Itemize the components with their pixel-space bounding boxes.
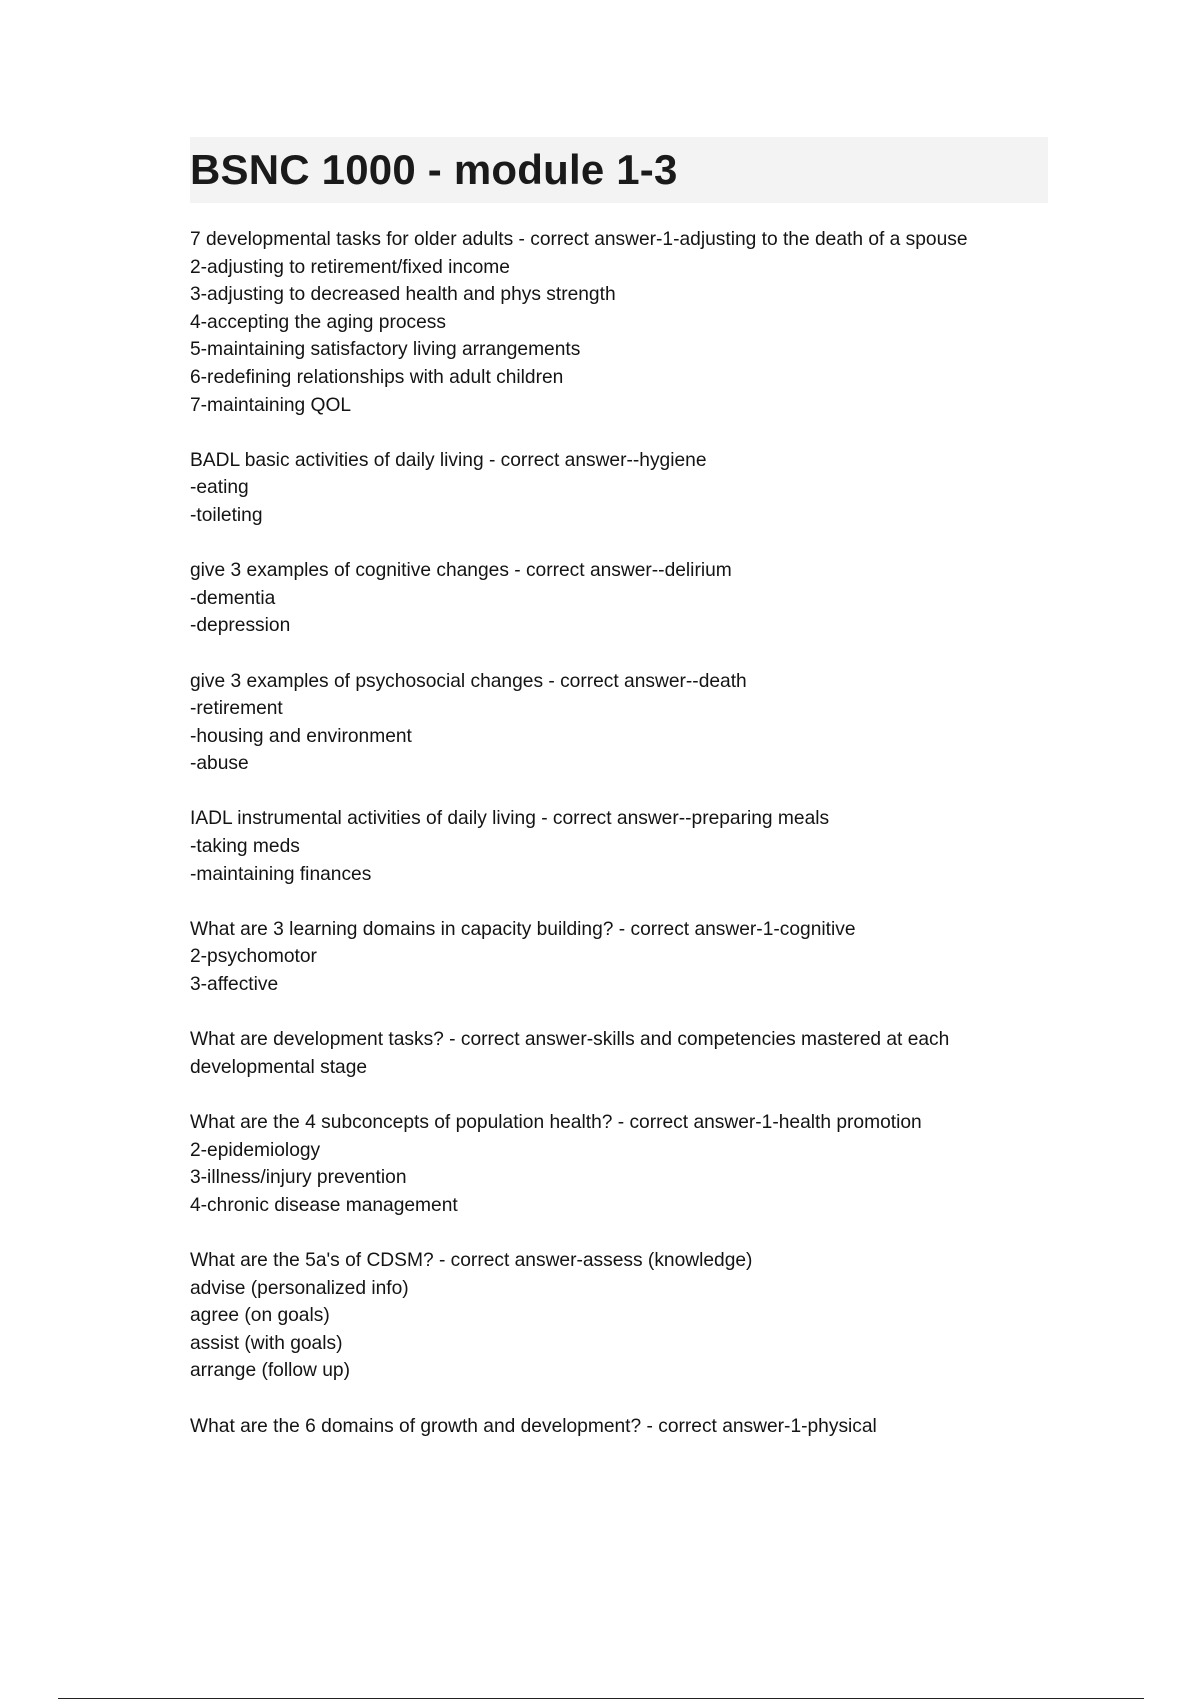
qa-entry [190, 805, 1050, 888]
answer-line: 3-adjusting to decreased health and phys strength [190, 284, 616, 306]
question-line: 7 developmental tasks for older adults - correct answer-1-adjusting to the death of a spouse [190, 229, 968, 250]
document-title: BSNC 1000 - module 1-3 [190, 146, 678, 193]
qa-entry [190, 668, 1050, 778]
answer-line: 4-chronic disease management [190, 1194, 458, 1216]
question-line: What are the 6 domains of growth and development? - correct answer-1-physical [190, 1415, 877, 1437]
answer-line: -retirement [190, 698, 283, 720]
qa-entry [190, 557, 1050, 640]
answer-line: 4-accepting the aging process [190, 311, 446, 333]
answer-line: 3-illness/injury prevention [190, 1167, 407, 1189]
answer-line: -abuse [190, 753, 249, 775]
answer-line: -eating [190, 477, 249, 499]
answer-line: 2-adjusting to retirement/fixed income [190, 256, 510, 278]
title-bar [190, 137, 1048, 203]
question-line: give 3 examples of cognitive changes - correct answer--delirium [190, 560, 732, 582]
answer-line: 5-maintaining satisfactory living arrangements [190, 339, 581, 361]
answer-line: -dementia [190, 587, 276, 609]
answer-line: -taking meds [190, 836, 300, 858]
qa-entry [190, 447, 1050, 530]
question-line: What are development tasks? - correct answer-skills and competencies mastered at each [190, 1029, 950, 1051]
answer-line: assist (with goals) [190, 1332, 343, 1354]
answer-line: 6-redefining relationships with adult children [190, 366, 564, 388]
answer-line: 7-maintaining QOL [190, 394, 352, 416]
qa-entry [190, 226, 1050, 419]
question-line: IADL instrumental activities of daily living - correct answer--preparing meals [190, 808, 830, 830]
answer-line: agree (on goals) [190, 1305, 330, 1327]
document-body [190, 226, 1050, 1468]
qa-entry [190, 1247, 1050, 1385]
question-line: What are 3 learning domains in capacity building? - correct answer-1-cognitive [190, 918, 856, 940]
answer-line: -housing and environment [190, 725, 412, 747]
qa-entry [190, 1109, 1050, 1219]
footer-divider [58, 1698, 1144, 1699]
answer-line: 2-psychomotor [190, 946, 317, 968]
question-line: BADL basic activities of daily living - correct answer--hygiene [190, 449, 707, 471]
qa-entry [190, 1413, 1050, 1441]
answer-line: advise (personalized info) [190, 1277, 409, 1299]
answer-line: arrange (follow up) [190, 1360, 350, 1382]
answer-line: 2-epidemiology [190, 1139, 321, 1161]
question-line: give 3 examples of psychosocial changes - correct answer--death [190, 670, 747, 692]
question-line: What are the 4 subconcepts of population health? - correct answer-1-health promotion [190, 1112, 922, 1133]
qa-entry [190, 1026, 1050, 1081]
answer-line: -toileting [190, 504, 263, 526]
answer-line: 3-affective [190, 974, 279, 996]
qa-entry [190, 916, 1050, 999]
answer-line: -depression [190, 615, 291, 637]
answer-line: -maintaining finances [190, 863, 372, 885]
answer-line: developmental stage [190, 1056, 368, 1078]
question-line: What are the 5a's of CDSM? - correct answer-assess (knowledge) [190, 1249, 753, 1271]
